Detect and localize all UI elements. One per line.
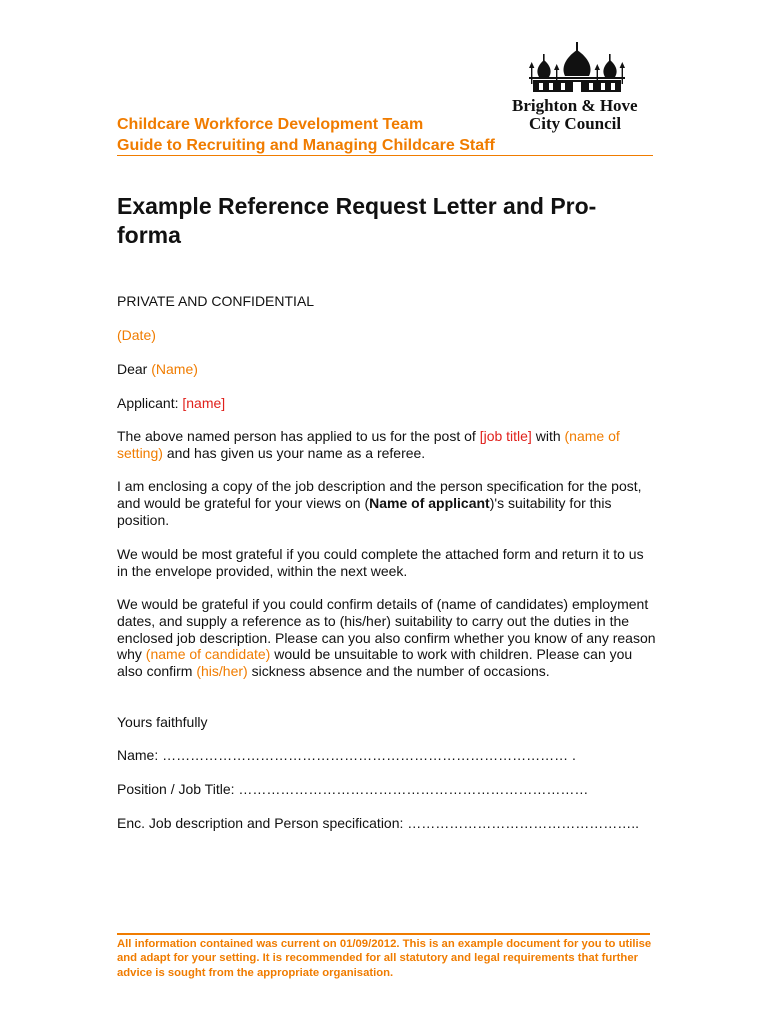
- applicant-name-placeholder: [name]: [182, 395, 226, 411]
- footer-divider: [117, 933, 650, 935]
- pavilion-domes-icon: [527, 40, 627, 96]
- job-title-placeholder: [job title]: [479, 428, 532, 444]
- paragraph-confirm: [117, 596, 657, 680]
- team-heading: Childcare Workforce Development Team: [117, 116, 424, 133]
- document-title: Example Reference Request Letter and Pro-forma: [117, 193, 597, 248]
- date-placeholder: (Date): [117, 327, 156, 343]
- p1-text-a: The above named person has applied to us for the post of: [117, 428, 476, 444]
- setting-placeholder: (name of setting): [117, 428, 620, 461]
- logo-text-line2: City Council: [529, 114, 622, 133]
- his-her-placeholder: (his/her): [196, 663, 248, 680]
- paragraph-post: [117, 428, 657, 462]
- header-divider: [117, 155, 653, 156]
- council-logo: [505, 40, 655, 135]
- p2-text-b: )'s suitability for this position.: [117, 494, 612, 528]
- applicant-label: Applicant:: [117, 395, 179, 411]
- footer-disclaimer: All information contained was current on 01/09/2012. This is an example document for you to utilise and adapt for your setting. It is recommended for all statutory and legal requirements that further advice is sought from the appropriate organisation.: [117, 938, 652, 979]
- candidate-placeholder: (name of candidate): [145, 646, 271, 663]
- salutation: [117, 361, 657, 378]
- paragraph-enclosing: [117, 478, 657, 528]
- applicant-line: [117, 395, 657, 412]
- p1-text-b: with: [535, 428, 561, 444]
- p4-text-a: We would be grateful if you could confirm details of (name of candidates) employment dates, and supply a reference as to (his/her) suitability to carry out the duties in the enclosed job description. Please can you also confirm whether you know of any reason why: [117, 596, 656, 663]
- p4-text-c: sickness absence and the number of occasions.: [251, 663, 550, 680]
- enclosure-line: Enc. Job description and Person specification: …………………………………………..: [117, 815, 640, 831]
- confidential-label: PRIVATE AND CONFIDENTIAL: [117, 293, 315, 309]
- closing: Yours faithfully: [117, 714, 208, 730]
- position-line: Position / Job Title: …………………………………………………………………: [117, 781, 589, 797]
- name-line: Name: …………………………………………………………………………… .: [117, 747, 576, 763]
- guide-heading: Guide to Recruiting and Managing Childcare Staff: [117, 137, 495, 154]
- dear-label: Dear: [117, 361, 148, 377]
- dear-name-placeholder: (Name): [151, 361, 198, 377]
- paragraph-grateful: We would be most grateful if you could complete the attached form and return it to us in the envelope provided, within the next week.: [117, 546, 644, 579]
- logo-text-line1: Brighton & Hove: [512, 96, 638, 115]
- p2-text-a: I am enclosing a copy of the job description and the person specification for the post, and would be grateful for your views on (: [117, 478, 642, 511]
- p1-text-c: and has given us your name as a referee.: [166, 444, 426, 461]
- p4-text-b: would be unsuitable to work with children. Please can you also confirm: [117, 646, 633, 680]
- applicant-name-bold: Name of applicant: [369, 494, 490, 511]
